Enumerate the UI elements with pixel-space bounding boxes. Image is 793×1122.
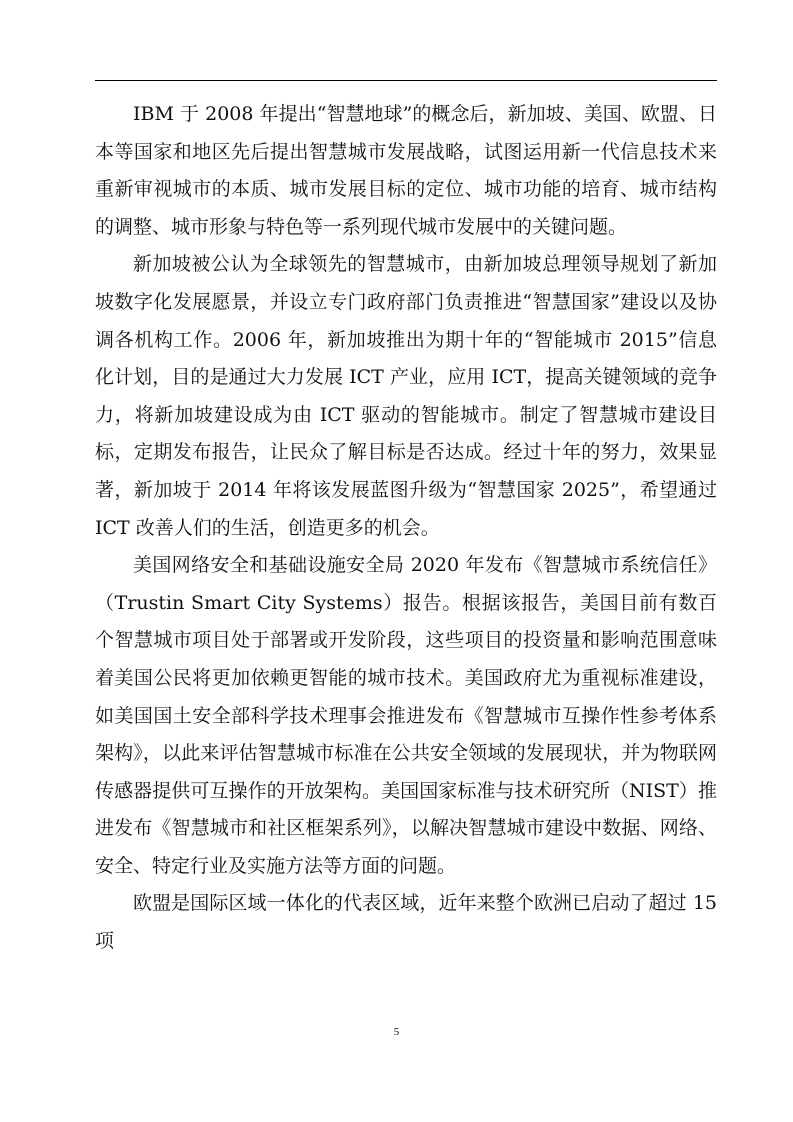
- header-rule: [95, 80, 717, 81]
- paragraph-singapore: 新加坡被公认为全球领先的智慧城市，由新加坡总理领导规划了新加坡数字化发展愿景，并设立专门政府部门负责推进“智慧国家”建设以及协调各机构工作。2006 年，新加坡推出为期十年的“智能城市 2015”信息化计划，目的是通过大力发展 ICT 产业，应用 ICT，提高关键领域的竞争力，将新加坡建设成为由 ICT 驱动的智能城市。制定了智慧城市建设目标，定期发布报告，让民众了解目标是否达成。经过十年的努力，效果显著，新加坡于 2014 年将该发展蓝图升级为“智慧国家 2025”，希望通过 ICT 改善人们的生活，创造更多的机会。: [95, 253, 717, 539]
- paragraph-ibm-smart-planet: IBM 于 2008 年提出“智慧地球”的概念后，新加坡、美国、欧盟、日本等国家和地区先后提出智慧城市发展战略，试图运用新一代信息技术来重新审视城市的本质、城市发展目标的定位、城市功能的培育、城市结构的调整、城市形象与特色等一系列现代城市发展中的关键问题。: [95, 103, 717, 238]
- paragraph-united-states: 美国网络安全和基础设施安全局 2020 年发布《智慧城市系统信任》（Trustin Smart City Systems）报告。根据该报告，美国目前有数百个智慧城市项目处于部署或开发阶段，这些项目的投资量和影响范围意味着美国公民将更加依赖更智能的城市技术。美国政府尤为重视标准建设，如美国国土安全部科学技术理事会推进发布《智慧城市互操作性参考体系架构》，以此来评估智慧城市标准在公共安全领域的发展现状，并为物联网传感器提供可互操作的开放架构。美国国家标准与技术研究所（NIST）推进发布《智慧城市和社区框架系列》，以解决智慧城市建设中数据、网络、安全、特定行业及实施方法等方面的问题。: [95, 554, 717, 877]
- body-text: [95, 96, 717, 961]
- page-number: 5: [393, 1026, 400, 1038]
- paragraph-european-union: 欧盟是国际区域一体化的代表区域，近年来整个欧洲已启动了超过 15 项: [95, 892, 717, 953]
